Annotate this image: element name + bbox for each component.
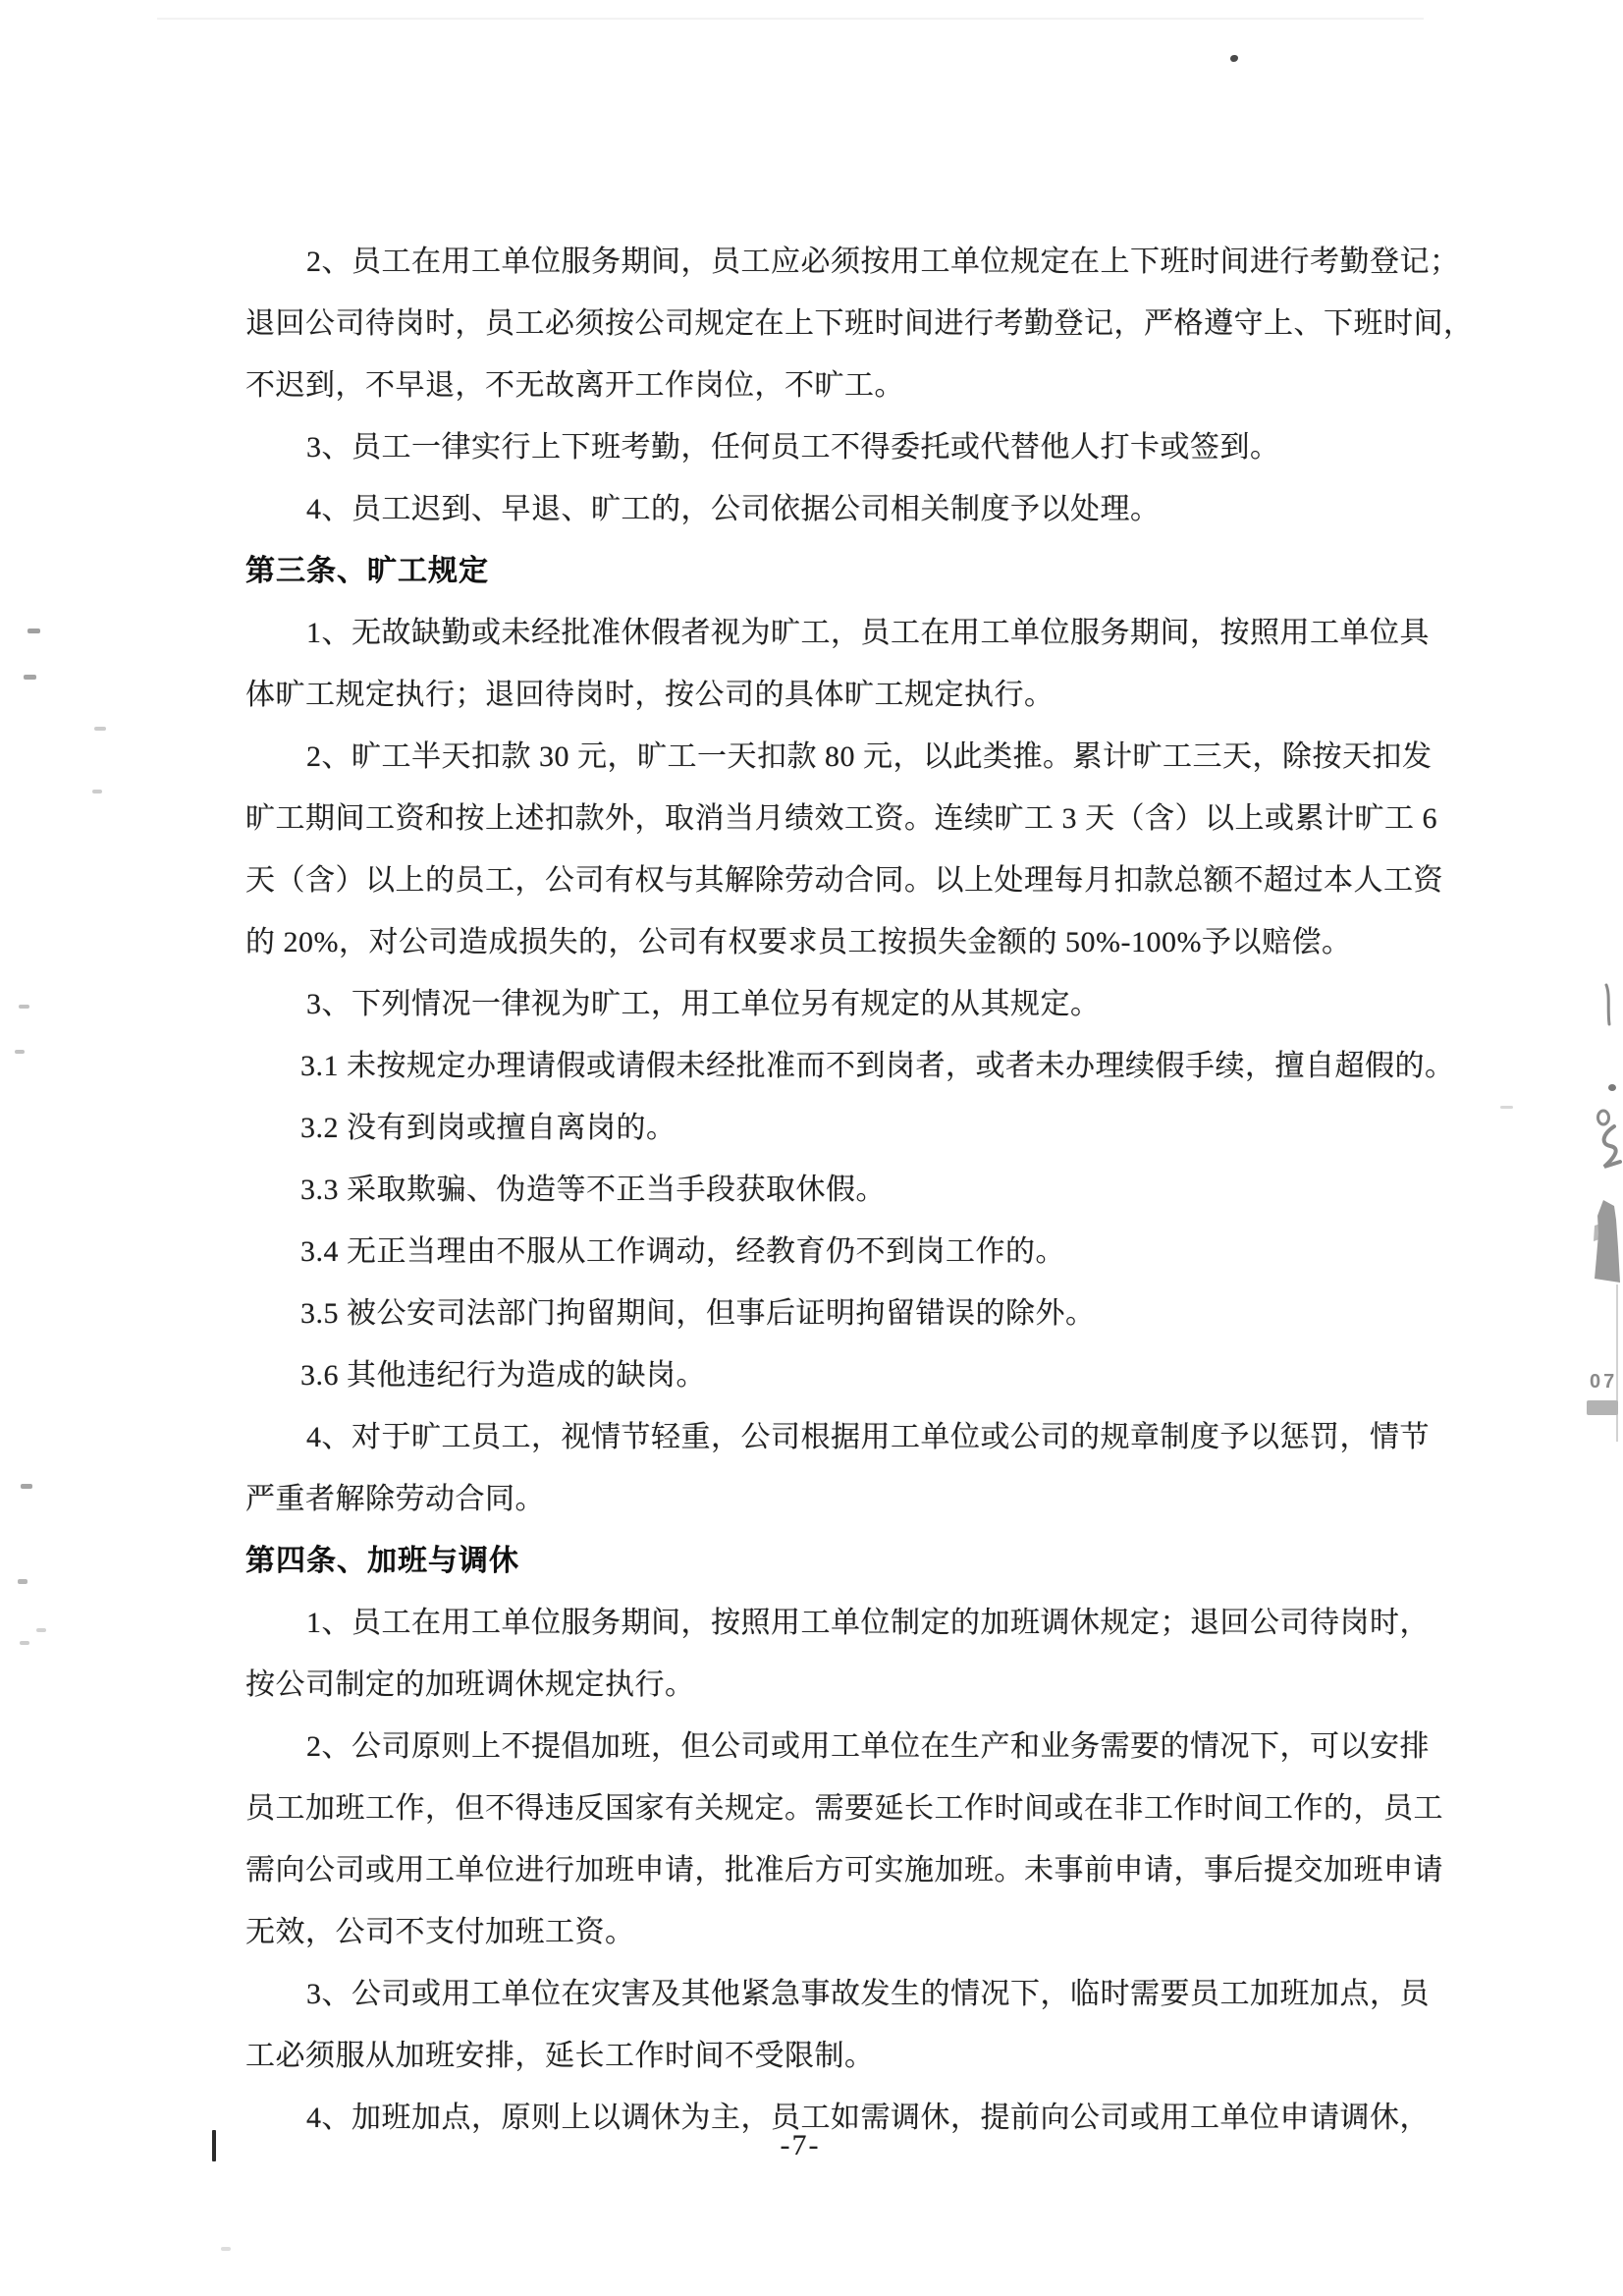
- scan-blob: [1589, 1196, 1623, 1290]
- text-line: 3.5 被公安司法部门拘留期间，但事后证明拘留错误的除外。: [300, 1297, 1096, 1330]
- text-line: 4、对于旷工员工，视情节轻重，公司根据用工单位或公司的规章制度予以惩罚，情节: [306, 1421, 1430, 1453]
- text-line: 1、无故缺勤或未经批准休假者视为旷工，员工在用工单位服务期间，按照用工单位具: [306, 617, 1430, 649]
- text-line: 员工加班工作，但不得违反国家有关规定。需要延长工作时间或在非工作时间工作的，员工: [245, 1792, 1443, 1825]
- section-heading: 第四条、加班与调休: [245, 1545, 519, 1577]
- text-line: 2、员工在用工单位服务期间，员工应必须按用工单位规定在上下班时间进行考勤登记；: [306, 246, 1460, 278]
- text-line: 2、公司原则上不提倡加班，但公司或用工单位在生产和业务需要的情况下，可以安排: [306, 1730, 1430, 1763]
- text-line: 退回公司待岗时，员工必须按公司规定在上下班时间进行考勤登记，严格遵守上、下班时间，: [245, 307, 1474, 340]
- page-number: -7-: [780, 2129, 821, 2161]
- text-line: 严重者解除劳动合同。: [245, 1483, 545, 1515]
- scan-speck: [24, 675, 36, 680]
- text-line: 1、员工在用工单位服务期间，按照用工单位制定的加班调休规定；退回公司待岗时，: [306, 1607, 1430, 1639]
- text-line: 4、员工迟到、早退、旷工的，公司依据公司相关制度予以处理。: [306, 493, 1161, 525]
- scan-speck: [18, 1579, 27, 1584]
- text-line: 3.6 其他违纪行为造成的缺岗。: [300, 1359, 706, 1392]
- scan-speck: [92, 790, 102, 793]
- scan-speck: [36, 1628, 46, 1632]
- scan-edge-vline: [1616, 1285, 1618, 1442]
- scan-edge-line: [157, 18, 1424, 20]
- text-line: 的 20%，对公司造成损失的，公司有权要求员工按损失金额的 50%-100%予以赔偿。: [245, 926, 1352, 958]
- text-line: 4、加班加点，原则上以调休为主，员工如需调休，提前向公司或用工单位申请调休，: [306, 2102, 1430, 2134]
- text-line: 无效，公司不支付加班工资。: [245, 1916, 635, 1948]
- text-line: 3、公司或用工单位在灾害及其他紧急事故发生的情况下，临时需要员工加班加点，员: [306, 1978, 1430, 2010]
- text-line: 工必须服从加班安排，延长工作时间不受限制。: [245, 2040, 875, 2072]
- scan-speck: [27, 629, 40, 633]
- text-line: 3、员工一律实行上下班考勤，任何员工不得委托或代替他人打卡或签到。: [306, 431, 1280, 464]
- text-line: 3.2 没有到岗或擅自离岗的。: [300, 1112, 676, 1144]
- text-line: 需向公司或用工单位进行加班申请，批准后方可实施加班。未事前申请，事后提交加班申请: [245, 1854, 1443, 1886]
- scan-gray-bar: [1587, 1400, 1618, 1415]
- text-line: 2、旷工半天扣款 30 元，旷工一天扣款 80 元，以此类推。累计旷工三天，除按天扣发: [306, 740, 1433, 773]
- scan-speck: [20, 1641, 29, 1645]
- scan-speck: [94, 727, 106, 731]
- scan-speck: [221, 2247, 231, 2251]
- ink-dot: [1230, 55, 1238, 62]
- section-heading: 第三条、旷工规定: [245, 555, 489, 587]
- stamp-number: 07: [1590, 1371, 1618, 1393]
- text-line: 3、下列情况一律视为旷工，用工单位另有规定的从其规定。: [306, 988, 1101, 1020]
- scan-speck: [19, 1005, 29, 1009]
- text-line: 旷工期间工资和按上述扣款外，取消当月绩效工资。连续旷工 3 天（含）以上或累计旷工 6: [245, 802, 1437, 835]
- text-line: 体旷工规定执行；退回待岗时，按公司的具体旷工规定执行。: [245, 679, 1055, 711]
- scan-speck: [1500, 1106, 1513, 1109]
- handwriting-squiggle-icon: [1593, 977, 1623, 1178]
- scan-speck: [21, 1484, 32, 1489]
- text-line: 3.4 无正当理由不服从工作调动，经教育仍不到岗工作的。: [300, 1235, 1065, 1268]
- scan-speck: [15, 1050, 25, 1054]
- scan-mark-vertical-bar: [212, 2130, 216, 2161]
- text-line: 按公司制定的加班调休规定执行。: [245, 1668, 695, 1701]
- text-line: 3.1 未按规定办理请假或请假未经批准而不到岗者，或者未办理续假手续，擅自超假的。: [300, 1050, 1455, 1082]
- text-line: 不迟到，不早退，不无故离开工作岗位，不旷工。: [245, 369, 904, 402]
- text-column: [245, 231, 1474, 2149]
- text-line: 天（含）以上的员工，公司有权与其解除劳动合同。以上处理每月扣款总额不超过本人工资: [245, 864, 1443, 897]
- text-line: 3.3 采取欺骗、伪造等不正当手段获取休假。: [300, 1174, 886, 1206]
